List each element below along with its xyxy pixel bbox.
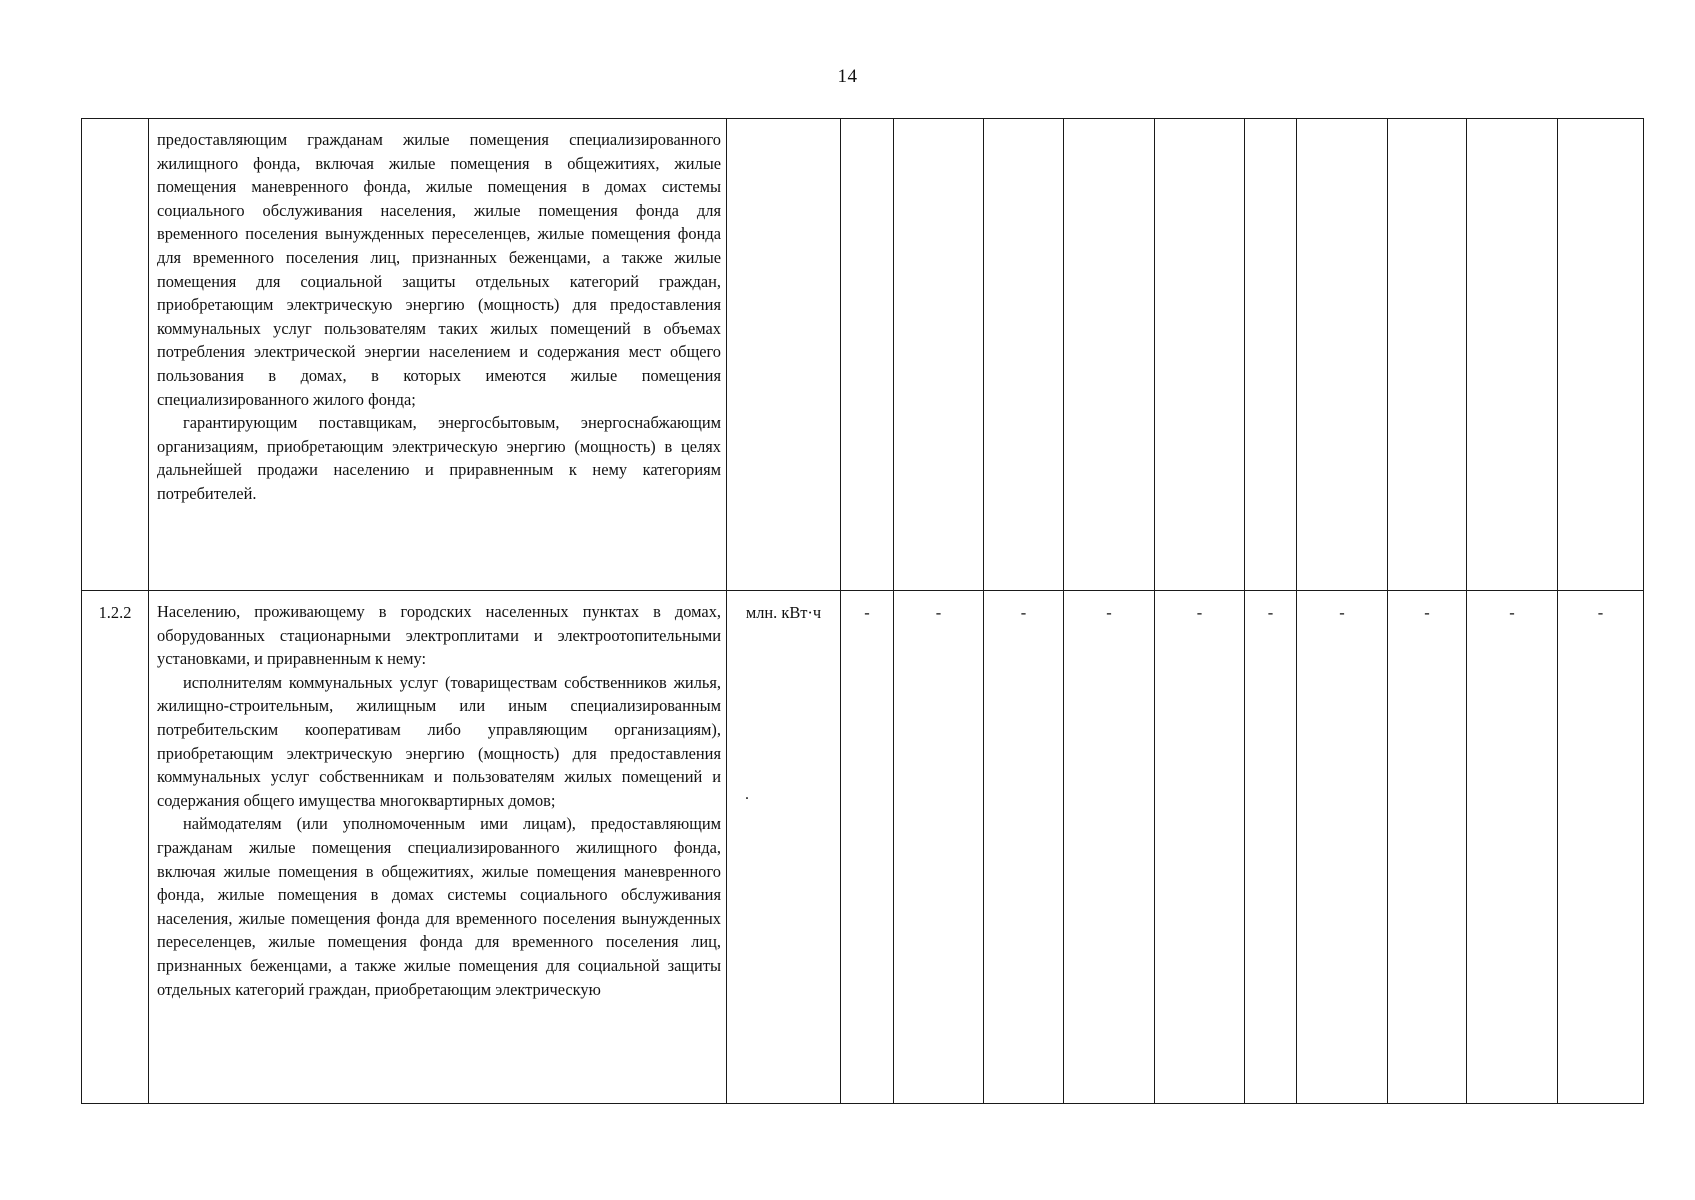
description-cell	[149, 591, 727, 1104]
description-paragraph: гарантирующим поставщикам, энергосбытовым, энергоснабжающим организациям, приобретающим электрическую энергию (мощность) в целях дальнейшей продажи населению и приравненным к нему категориям потребителей.	[157, 413, 721, 503]
value-cell	[1297, 119, 1388, 591]
tariff-table	[81, 118, 1644, 1104]
unit-label: млн. кВт·ч	[745, 603, 822, 622]
value-cell	[1245, 119, 1297, 591]
value-cell	[1558, 119, 1644, 591]
description-paragraph: предоставляющим гражданам жилые помещения специализированного жилищного фонда, включая жилые помещения в общежитиях, жилые помещения маневренного фонда, жилые помещения в домах системы социального обслуживания населения, жилые помещения фонда для временного поселения вынужденных переселенцев, жилые помещения фонда для временного поселения лиц, признанных беженцами, а также жилые помещения для социальной защиты отдельных категорий граждан, приобретающим электрическую энергию (мощность) для предоставления коммунальных услуг пользователям таких жилых помещений в объемах потребления электрической энергии населением и содержания мест общего пользования в домах, в которых имеются жилые помещения специализированного жилого фонда;	[157, 130, 721, 409]
table-row	[82, 591, 1644, 1104]
value-cell: -	[1388, 591, 1467, 1104]
value-cell: -	[1064, 591, 1155, 1104]
stray-mark: .	[745, 786, 749, 803]
unit-cell	[727, 591, 841, 1104]
value-cell: -	[984, 591, 1064, 1104]
description-paragraph: Населению, проживающему в городских населенных пунктах в домах, оборудованных стационарными электроплитами и электроотопительными установками, и приравненным к нему:	[157, 602, 721, 669]
value-cell	[1064, 119, 1155, 591]
value-cell: -	[1297, 591, 1388, 1104]
row-number-cell	[82, 119, 149, 591]
value-cell	[1388, 119, 1467, 591]
value-cell: -	[1245, 591, 1297, 1104]
value-cell	[894, 119, 984, 591]
unit-cell	[727, 119, 841, 591]
value-cell	[1155, 119, 1245, 591]
value-cell	[841, 119, 894, 591]
row-number-cell: 1.2.2	[82, 591, 149, 1104]
table-row	[82, 119, 1644, 591]
value-cell: -	[1467, 591, 1558, 1104]
value-cell: -	[1558, 591, 1644, 1104]
description-paragraph: исполнителям коммунальных услуг (товариществам собственников жилья, жилищно-строительным, жилищным или иным специализированным потребительским кооперативам либо управляющим организациям), приобретающим электрическую энергию (мощность) для предоставления коммунальных услуг собственникам и пользователям жилых помещений и содержания общего имущества многоквартирных домов;	[157, 672, 721, 810]
description-cell	[149, 119, 727, 591]
value-cell	[984, 119, 1064, 591]
page-number: 14	[837, 66, 858, 87]
value-cell	[1467, 119, 1558, 591]
description-paragraph: наймодателям (или уполномоченным ими лицам), предоставляющим гражданам жилые помещения специализированного жилищного фонда, включая жилые помещения в общежитиях, жилые помещения маневренного фонда, жилые помещения в домах системы социального обслуживания населения, жилые помещения фонда для временного поселения вынужденных переселенцев, жилые помещения фонда для временного поселения лиц, признанных беженцами, а также жилые помещения для социальной защиты отдельных категорий граждан, приобретающим электрическую	[157, 814, 721, 999]
value-cell: -	[894, 591, 984, 1104]
value-cell: -	[1155, 591, 1245, 1104]
value-cell: -	[841, 591, 894, 1104]
